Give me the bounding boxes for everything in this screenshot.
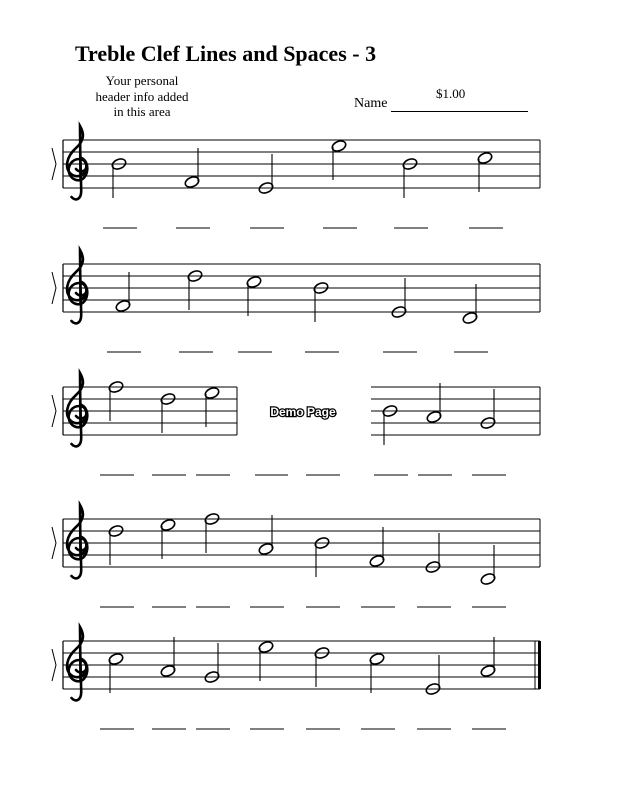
staff-system: [52, 627, 541, 729]
staff-system: [52, 250, 540, 352]
half-note: [100, 380, 134, 475]
system-bracket: [52, 148, 56, 180]
price-label: $1.00: [436, 86, 466, 101]
half-note: [472, 637, 506, 729]
half-note: [472, 389, 506, 475]
half-note: [250, 154, 284, 228]
half-note: [100, 652, 134, 729]
half-note: [196, 512, 230, 607]
staff-system: [52, 373, 540, 475]
staff-system: [52, 505, 540, 607]
half-note: [383, 278, 417, 352]
system-bracket: [52, 272, 56, 304]
half-note: [374, 404, 408, 475]
half-note: [469, 151, 503, 228]
half-note: [196, 643, 230, 729]
half-note: [472, 545, 506, 607]
header-note-line: header info added: [95, 88, 189, 104]
name-label: Name: [354, 96, 388, 111]
half-note: [179, 269, 213, 352]
system-bracket: [52, 649, 56, 681]
half-note: [418, 383, 452, 475]
half-note: [361, 652, 395, 729]
half-note: [306, 536, 340, 607]
half-note: [454, 284, 488, 352]
half-note: [152, 637, 186, 729]
half-note: [305, 281, 339, 352]
half-note: [417, 655, 451, 729]
page-title: Treble Clef Lines and Spaces - 3: [75, 41, 377, 66]
half-note: [306, 646, 340, 729]
final-thick-barline: [538, 641, 541, 689]
system-bracket: [52, 395, 56, 427]
half-note: [238, 275, 272, 352]
half-note: [250, 515, 284, 607]
half-note: [103, 157, 137, 228]
header-note-line: Your personal: [105, 73, 179, 88]
half-note: [394, 157, 428, 228]
half-note: [100, 524, 134, 607]
staff-system: [52, 126, 540, 228]
demo-page-watermark: Demo Page: [270, 405, 336, 419]
system-bracket: [52, 527, 56, 559]
half-note: [417, 533, 451, 607]
half-note: [152, 392, 186, 475]
header-note-line: in this area: [113, 104, 171, 119]
